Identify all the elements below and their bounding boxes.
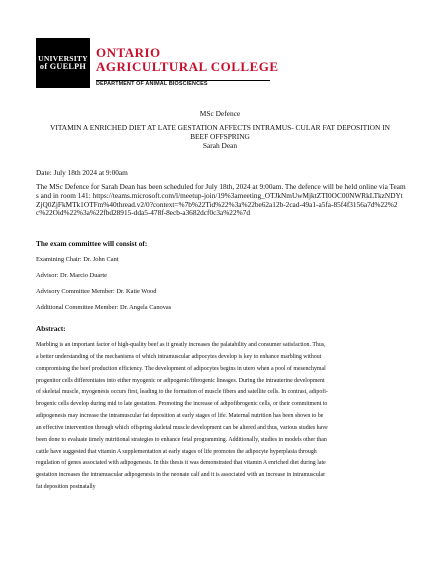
department-name: DEPARTMENT OF ANIMAL BIOSCIENCES <box>96 81 208 87</box>
abstract-line: Marbling is an important factor of high-quality beef as it greatly increases the palatability and consumer satisfaction. Thus, <box>36 342 326 348</box>
thesis-title: VITAMIN A ENRICHED DIET AT LATE GESTATION AFFECTS INTRAMUS- CULAR FAT DEPOSITION IN BEEF OFFSPRING <box>50 123 390 141</box>
university-logo <box>36 38 90 88</box>
abstract-line: a better understanding of the mechanisms of which intramuscular adipocytes develop is key to enhance marbling without <box>36 353 322 360</box>
abstract-line: cattle have suggested that vitamin A supplementation at early stages of life promotes the adipocyte hyperplasia through <box>36 448 317 455</box>
abstract-line: of skeletal muscle, myogenesis occurs first, leading to the formation of muscle fibers and satellite cells. In contrast, adipofi- <box>36 389 328 396</box>
committee-member-additional: Additional Committee Member: Dr. Angela Canovas <box>36 304 172 311</box>
author-name: Sarah Dean <box>202 141 238 150</box>
committee-heading: The exam committee will consist of: <box>36 239 148 248</box>
abstract-line: adipogenesis may increase the intramuscular fat deposition at early stages of life. Maternal nutrition has been shown to be <box>36 413 324 420</box>
logo-line-guelph: of GUELPH <box>39 62 87 72</box>
abstract-line: regulation of genes associated with adipogenesis. In this thesis it was demonstrated that vitamin A enriched diet during late <box>36 460 326 467</box>
committee-member-chair: Examining Chair: Dr. John Cant <box>36 256 119 263</box>
college-name <box>96 46 279 73</box>
abstract-line: an effective intervention through which offspring skeletal muscle development can be altered and thus, various studies have <box>36 424 328 431</box>
committee-member-advisory: Advisory Committee Member: Dr. Katie Wood <box>36 288 157 295</box>
college-line-ontario: ONTARIO <box>96 45 161 60</box>
abstract-line: been done to evaluate timely nutritional strategies to enhance fetal programming. Additionally, studies in models other than <box>36 436 327 443</box>
abstract-line: fat deposition postnatally <box>36 484 96 491</box>
logo-line-university: UNIVERSITY <box>38 53 88 63</box>
document-subtitle: MSc Defence <box>199 109 241 118</box>
announcement-paragraph: The MSc Defence for Sarah Dean has been scheduled for July 18th, 2024 at 9:00am. The defence will be held online via Teams and in room 141: https://teams.microsoft.com/l/meetup-join/19%3ameeting_OTJkNmUwMjktZTI0OC00NWRkLTkzNDYtZjQ0ZjFkMTk1OTFm%40thread.v2/0?context=%7b%22Tid%22%3a%22be62a12b-2cad-49a1-a5fa-85f4f3156a7d%22%2c%22Oid%22%3a%22fbd28915-dda5-478f-8ecb-a3682dcf0c3a%22%7d <box>36 182 406 218</box>
abstract-line: compromising the beef production efficiency. The development of adipocytes begins in utero when a pool of mesenchymal <box>36 365 326 372</box>
abstract-body <box>36 340 408 494</box>
abstract-heading: Abstract: <box>36 324 66 333</box>
abstract-line: brogenic cells develop during mid to late gestation. Promoting the increase of adipofibrogenic cells, or their commitment to <box>36 401 328 408</box>
committee-member-advisor: Advisor: Dr. Marcio Duarte <box>36 272 107 279</box>
college-line-agricultural: AGRICULTURAL COLLEGE <box>96 58 279 74</box>
abstract-line: progenitor cells differentiates into either myogenic or adipogenic/fibrogenic lineages. During the intrauterine development <box>36 377 325 384</box>
abstract-line: gestation increases the intramuscular adipogenesis in the neonate calf and it is associated with an increase in intramuscular <box>36 472 326 479</box>
defence-date: Date: July 18th 2024 at 9:00am <box>36 168 128 177</box>
